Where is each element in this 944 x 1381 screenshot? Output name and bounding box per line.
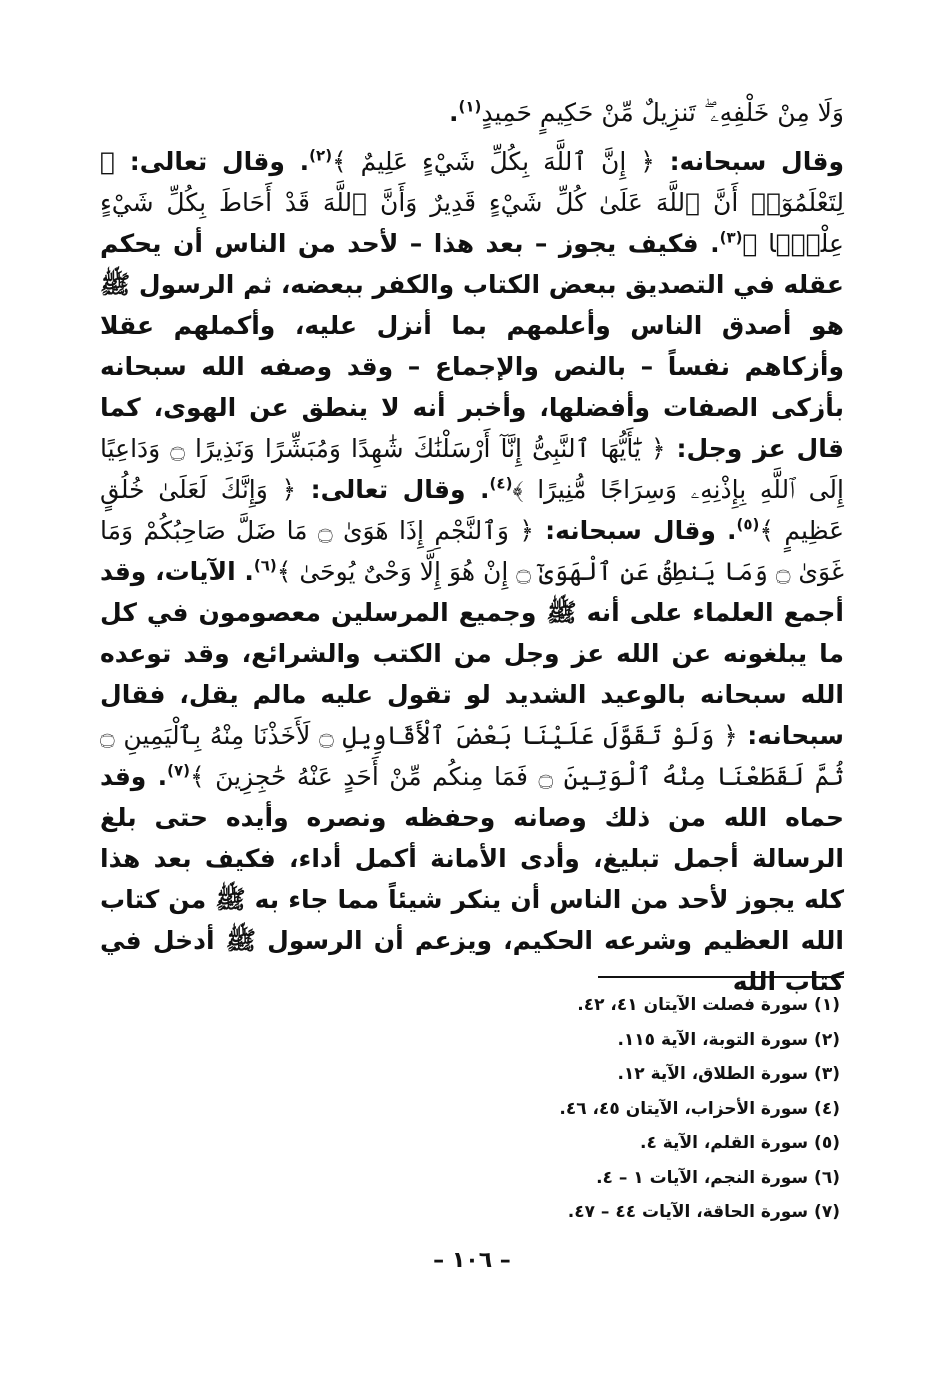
footnote-item: (٤) سورة الأحزاب، الآيتان ٤٥، ٤٦. xyxy=(559,1098,840,1119)
footnote-item: (٣) سورة الطلاق، الآية ١٢. xyxy=(617,1064,840,1084)
sentence: . وقال تعالى: xyxy=(296,475,490,504)
footnote-ref: (٢) xyxy=(309,146,333,165)
footnote-item: (٦) سورة النجم، الآيات ١ – ٤. xyxy=(596,1167,840,1188)
sentence: . xyxy=(449,98,459,127)
sentence: . الآيات، وقد أجمع العلماء على أنه ﷺ وجميع المرسلين معصومون في كل ما يبلغونه عن الله عز وجل من الكتب والشرائع، وقد توعده الله سبحانه بالوعيد الشديد لو تقول عليه مالم يقل، فقال سبحانه: xyxy=(100,557,844,750)
footnote-ref: (٧) xyxy=(167,761,190,780)
quran-verse: ﴿ يَٰٓأَيُّهَا ٱلنَّبِىُّ إِنَّآ أَرْسَلْنَٰكَ شَٰهِدًا وَمُبَشِّرًا وَنَذِيرًا ۝ وَدَاعِيًا إِلَى ٱللَّهِ بِإِذْنِهِۦ وَسِرَاجًا مُّنِيرًا ﴾ xyxy=(100,434,844,504)
footnote-item: (٥) سورة القلم، الآية ٤. xyxy=(639,1133,840,1153)
footnote-divider xyxy=(598,976,844,978)
quran-verse: ﴿ وَلَوْ تَقَوَّلَ عَلَيْنَا بَعْضَ ٱلْأَقَاوِيلِ ۝ لَأَخَذْنَا مِنْهُ بِٱلْيَمِينِ ۝ ثُمَّ لَقَطَعْنَا مِنْهُ ٱلْوَتِينَ ۝ فَمَا مِنكُم مِّنْ أَحَدٍ عَنْهُ حَٰجِزِينَ ﴾ xyxy=(100,721,844,791)
quran-verse: ﴿ إِنَّ ٱللَّهَ بِكُلِّ شَيْءٍ عَلِيمٌ ﴾ xyxy=(332,147,655,176)
footnote-ref: (٣) xyxy=(719,228,743,247)
quran-verse: ﴿ وَٱلنَّجْمِ إِذَا هَوَىٰ ۝ مَا ضَلَّ صَاحِبُكُمْ وَمَا غَوَىٰ ۝ وَمَا يَنطِقُ عَنِ ٱلْهَوَىٰٓ ۝ إِنْ هُوَ إِلَّا وَحْىٌ يُوحَىٰ ﴾ xyxy=(100,516,844,586)
main-text xyxy=(100,92,844,1002)
paragraph-main xyxy=(100,141,844,1002)
sentence: . فكيف يجوز – بعد هذا – لأحد من الناس أن يحكم عقله في التصديق ببعض الكتاب والكفر ببعضه، ثم الرسول ﷺ هو أصدق الناس وأعلمهم بما أنزل عليه، وأكملهم عقلا وأزكاهم نفساً – بالنص والإجماع – وقد وصفه الله سبحانه بأزكى الصفات وأفضلها، وأخبر أنه لا ينطق عن الهوى، كما قال عز وجل: xyxy=(100,229,844,463)
page-number: – ١٠٦ – xyxy=(433,1248,511,1273)
footnote-item: (١) سورة فصلت الآيتان ٤١، ٤٢. xyxy=(577,995,840,1015)
footnote-item: (٧) سورة الحاقة، الآيات ٤٤ – ٤٧. xyxy=(567,1202,840,1222)
footnote-item: (٢) سورة التوبة، الآية ١١٥. xyxy=(617,1029,840,1050)
footnotes-list xyxy=(240,988,840,1230)
footnote-ref: (٦) xyxy=(253,556,277,575)
footnote-ref: (٥) xyxy=(736,515,760,534)
sentence: وقال سبحانه: xyxy=(654,147,845,176)
quran-verse: ﴿ لِتَعْلَمُوٓا۟ أَنَّ ٱللَّهَ عَلَىٰ كُلِّ شَيْءٍ قَدِيرٌ وَأَنَّ ٱللَّهَ قَدْ أَحَاطَ بِكُلِّ شَيْءٍ عِلْمًۢا ﴾ xyxy=(100,147,844,258)
paragraph-verse-continuation xyxy=(100,92,844,133)
quran-verse: وَلَا مِنْ خَلْفِهِۦ ۖ تَنزِيلٌ مِّنْ حَكِيمٍ حَمِيدٍ xyxy=(481,98,844,127)
sentence: . وقال تعالى: xyxy=(115,147,310,176)
footnote-ref: (١) xyxy=(458,97,482,116)
footnote-ref: (٤) xyxy=(489,474,513,493)
sentence: . وقد حماه الله من ذلك وصانه وحفظه ونصره وأيده حتى بلغ الرسالة أجمل تبليغ، وأدى الأمانة أكمل أداء، فكيف بعد هذا كله يجوز لأحد من الناس أن ينكر شيئاً مما جاء به ﷺ من كتاب الله العظيم وشرعه الحكيم، ويزعم أن الرسول ﷺ أدخل في كتاب الله xyxy=(100,762,844,996)
quran-verse: ﴿ وَإِنَّكَ لَعَلَىٰ خُلُقٍ عَظِيمٍ ﴾ xyxy=(100,475,845,545)
sentence: . وقال سبحانه: xyxy=(533,516,737,545)
